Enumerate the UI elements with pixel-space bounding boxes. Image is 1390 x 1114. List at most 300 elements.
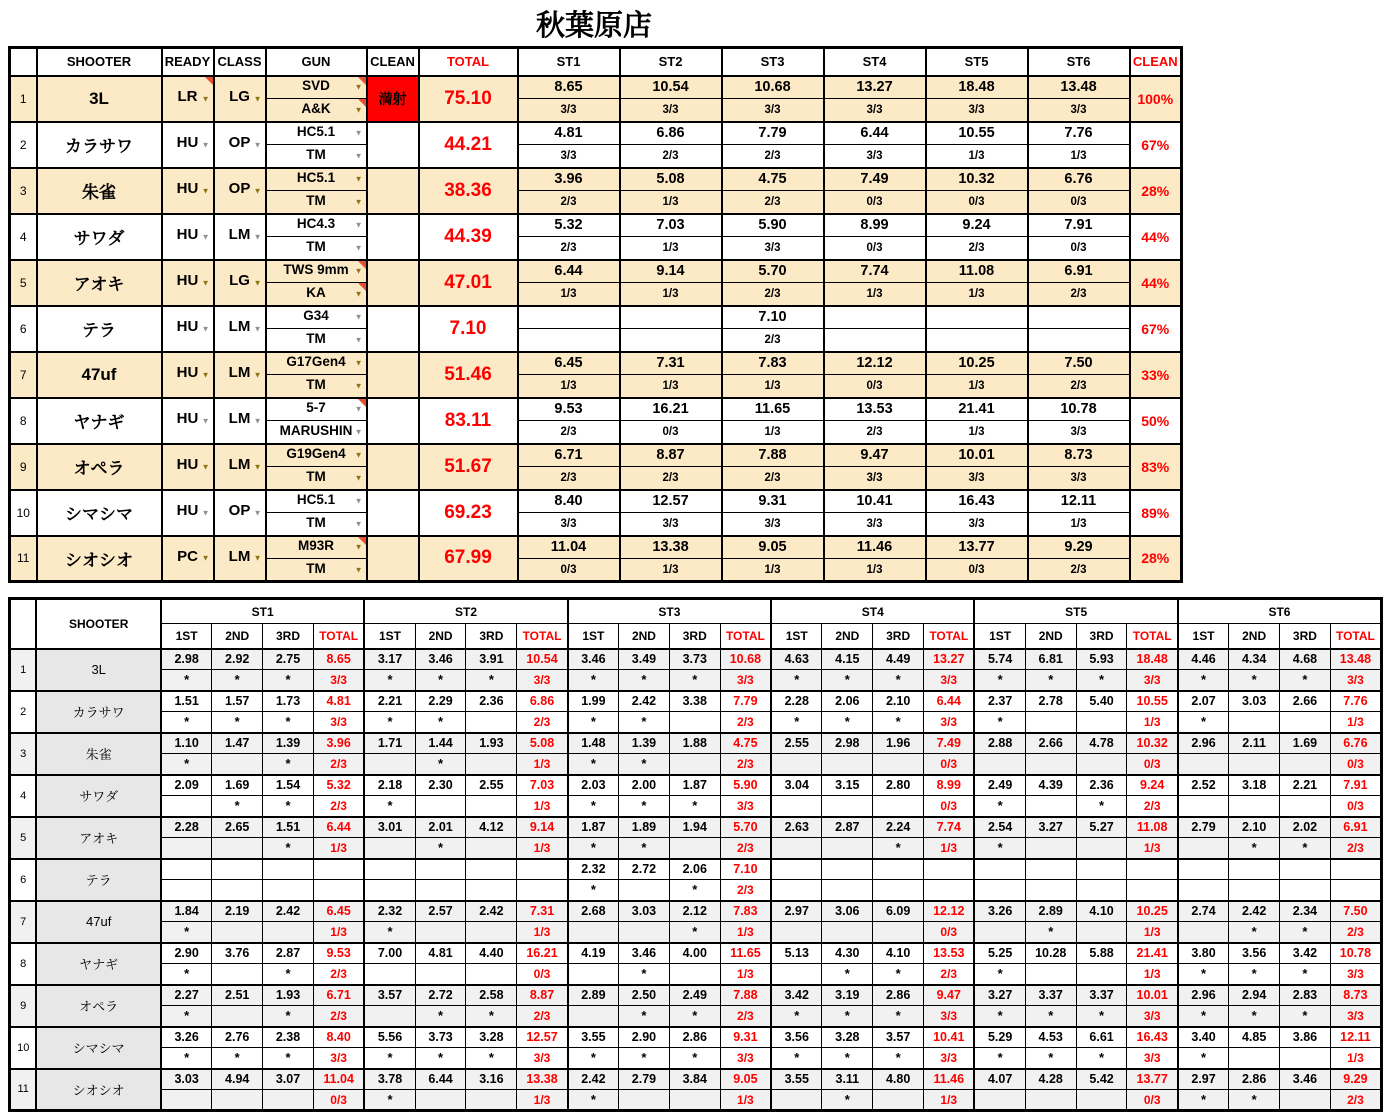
hit-star bbox=[1076, 964, 1127, 985]
shot-time: 2.51 bbox=[212, 985, 263, 1006]
chevron-down-icon: ▼ bbox=[253, 94, 262, 103]
hit-star bbox=[1280, 796, 1331, 817]
sub-header-2shot: 2ND bbox=[822, 624, 873, 649]
stage-score: 7.88 bbox=[722, 444, 824, 467]
stage-hits: 0/3 bbox=[824, 191, 926, 214]
gun-dropdown-2[interactable] bbox=[266, 421, 367, 444]
gun-dropdown-1[interactable] bbox=[266, 306, 367, 329]
clean-flag-cell bbox=[367, 122, 419, 168]
hit-star bbox=[466, 838, 517, 859]
gun-dropdown-2-value: TM bbox=[306, 330, 326, 346]
hit-star: * bbox=[1025, 1048, 1076, 1069]
shot-time: 2.80 bbox=[873, 775, 924, 796]
shot-time: 10.28 bbox=[1025, 943, 1076, 964]
stage-total: 13.77 bbox=[1127, 1069, 1178, 1090]
gun-dropdown-1[interactable] bbox=[266, 444, 367, 467]
hit-star: * bbox=[415, 1048, 466, 1069]
clean-flag-cell bbox=[367, 444, 419, 490]
hit-star bbox=[974, 880, 1025, 901]
row-number: 2 bbox=[10, 691, 37, 733]
hit-star: * bbox=[568, 670, 619, 691]
class-dropdown[interactable] bbox=[214, 444, 266, 490]
gun-dropdown-2[interactable] bbox=[266, 513, 367, 536]
shot-time bbox=[822, 859, 873, 880]
shot-time: 2.76 bbox=[212, 1027, 263, 1048]
ready-dropdown-value: HU bbox=[176, 226, 199, 243]
stage-hits: 2/3 bbox=[517, 1006, 568, 1027]
stage-total: 9.31 bbox=[720, 1027, 771, 1048]
class-dropdown[interactable] bbox=[214, 168, 266, 214]
hit-star: * bbox=[873, 1006, 924, 1027]
table-row bbox=[10, 712, 1382, 733]
stage-total: 8.99 bbox=[924, 775, 975, 796]
table-row bbox=[10, 214, 1182, 237]
stage-total: 11.65 bbox=[720, 943, 771, 964]
row-number: 6 bbox=[10, 859, 37, 901]
gun-dropdown-2[interactable] bbox=[266, 283, 367, 306]
stage-hits bbox=[518, 329, 620, 352]
class-dropdown[interactable] bbox=[214, 536, 266, 582]
ready-dropdown[interactable] bbox=[162, 536, 214, 582]
hit-star bbox=[771, 964, 822, 985]
ready-dropdown-value: HU bbox=[176, 134, 199, 151]
ready-dropdown[interactable] bbox=[162, 76, 214, 122]
stage-total: 10.78 bbox=[1330, 943, 1381, 964]
shot-time: 4.80 bbox=[873, 1069, 924, 1090]
shot-time: 2.98 bbox=[161, 649, 212, 670]
stage-group-header-st4: ST4 bbox=[771, 599, 974, 624]
shot-time: 2.63 bbox=[771, 817, 822, 838]
gun-dropdown-1-value: M93R bbox=[297, 538, 334, 554]
shot-time: 2.98 bbox=[822, 733, 873, 754]
chevron-down-icon: ▼ bbox=[201, 324, 210, 333]
comment-marker-icon bbox=[205, 77, 213, 85]
gun-dropdown-1[interactable] bbox=[266, 260, 367, 283]
gun-dropdown-2[interactable] bbox=[266, 191, 367, 214]
chevron-down-icon: ▼ bbox=[354, 496, 363, 506]
shot-time: 5.42 bbox=[1076, 1069, 1127, 1090]
shot-time bbox=[466, 859, 517, 880]
clean-percentage: 83% bbox=[1130, 444, 1182, 490]
row-number: 3 bbox=[10, 168, 37, 214]
shot-time: 4.30 bbox=[822, 943, 873, 964]
gun-dropdown-2[interactable] bbox=[266, 467, 367, 490]
shot-time: 2.02 bbox=[1280, 817, 1331, 838]
hit-star: * bbox=[212, 1048, 263, 1069]
class-dropdown-value: LM bbox=[228, 410, 251, 427]
shot-time: 2.06 bbox=[669, 859, 720, 880]
stage-score: 4.81 bbox=[518, 122, 620, 145]
row-number: 2 bbox=[10, 122, 37, 168]
shot-time: 2.83 bbox=[1280, 985, 1331, 1006]
shot-time: 2.28 bbox=[771, 691, 822, 712]
chevron-down-icon: ▼ bbox=[201, 186, 210, 195]
hit-star bbox=[263, 922, 314, 943]
chevron-down-icon: ▼ bbox=[354, 105, 363, 115]
stage-header-st2: ST2 bbox=[620, 48, 722, 76]
ready-dropdown[interactable] bbox=[162, 306, 214, 352]
hit-star: * bbox=[974, 796, 1025, 817]
hit-star bbox=[1178, 880, 1229, 901]
gun-dropdown-2[interactable] bbox=[266, 99, 367, 122]
stage-hits: 1/3 bbox=[517, 754, 568, 775]
shot-time: 3.55 bbox=[568, 1027, 619, 1048]
hit-star bbox=[1280, 1090, 1331, 1111]
stage-hits: 3/3 bbox=[518, 513, 620, 536]
stage-hits: 2/3 bbox=[722, 329, 824, 352]
gun-dropdown-1[interactable] bbox=[266, 76, 367, 99]
stage-hits: 1/3 bbox=[722, 375, 824, 398]
stage-hits: 1/3 bbox=[926, 283, 1028, 306]
shot-time: 3.40 bbox=[1178, 1027, 1229, 1048]
hit-star bbox=[1025, 796, 1076, 817]
clean-percentage: 44% bbox=[1130, 214, 1182, 260]
gun-dropdown-1[interactable] bbox=[266, 122, 367, 145]
chevron-down-icon: ▼ bbox=[354, 473, 363, 483]
hit-star bbox=[212, 1090, 263, 1111]
stage-hits: 1/3 bbox=[924, 1090, 975, 1111]
gun-dropdown-1[interactable] bbox=[266, 168, 367, 191]
hit-star bbox=[415, 964, 466, 985]
shooter-header: SHOOTER bbox=[36, 599, 161, 649]
shot-time: 4.07 bbox=[974, 1069, 1025, 1090]
shot-time: 1.87 bbox=[568, 817, 619, 838]
stage-score: 6.44 bbox=[518, 260, 620, 283]
hit-star bbox=[212, 1006, 263, 1027]
sub-header-3shot: 3RD bbox=[466, 624, 517, 649]
hit-star: * bbox=[364, 1090, 415, 1111]
shot-time: 3.06 bbox=[822, 901, 873, 922]
stage-hits: 2/3 bbox=[620, 145, 722, 168]
shooter-name: シオシオ bbox=[37, 536, 162, 582]
class-dropdown[interactable] bbox=[214, 490, 266, 536]
table-row bbox=[10, 817, 1382, 838]
stage-header-st6: ST6 bbox=[1028, 48, 1130, 76]
ready-dropdown[interactable] bbox=[162, 444, 214, 490]
stage-hits: 1/3 bbox=[620, 559, 722, 582]
gun-dropdown-2[interactable] bbox=[266, 375, 367, 398]
stage-total: 13.38 bbox=[517, 1069, 568, 1090]
shot-time: 2.21 bbox=[364, 691, 415, 712]
hit-star bbox=[466, 964, 517, 985]
chevron-down-icon: ▼ bbox=[253, 278, 262, 287]
ready-dropdown-value: HU bbox=[176, 364, 199, 381]
gun-dropdown-2[interactable] bbox=[266, 559, 367, 582]
shot-time bbox=[1280, 859, 1331, 880]
hit-star bbox=[619, 922, 670, 943]
stage-hits: 0/3 bbox=[1028, 191, 1130, 214]
ready-dropdown[interactable] bbox=[162, 352, 214, 398]
class-dropdown-value: LG bbox=[229, 88, 250, 105]
hit-star bbox=[1229, 712, 1280, 733]
stage-hits: 3/3 bbox=[926, 467, 1028, 490]
shot-time: 5.29 bbox=[974, 1027, 1025, 1048]
shot-time: 2.24 bbox=[873, 817, 924, 838]
gun-dropdown-1[interactable] bbox=[266, 398, 367, 421]
table-row bbox=[10, 691, 1382, 712]
stage-group-header-st6: ST6 bbox=[1178, 599, 1382, 624]
class-dropdown[interactable] bbox=[214, 352, 266, 398]
class-dropdown-value: OP bbox=[228, 502, 251, 519]
total-score: 67.99 bbox=[419, 536, 518, 582]
gun-dropdown-1[interactable] bbox=[266, 536, 367, 559]
hit-star: * bbox=[568, 712, 619, 733]
shot-time: 3.11 bbox=[822, 1069, 873, 1090]
stage-total: 7.49 bbox=[924, 733, 975, 754]
shot-time: 5.74 bbox=[974, 649, 1025, 670]
stage-header-st5: ST5 bbox=[926, 48, 1028, 76]
shot-time: 3.91 bbox=[466, 649, 517, 670]
stage-hits: 2/3 bbox=[720, 1006, 771, 1027]
stage-total: 7.79 bbox=[720, 691, 771, 712]
shot-time: 2.07 bbox=[1178, 691, 1229, 712]
stage-hits: 3/3 bbox=[620, 99, 722, 122]
stage-hits: 0/3 bbox=[1127, 1090, 1178, 1111]
clean-flag-cell: 満射 bbox=[367, 76, 419, 122]
shot-time: 2.03 bbox=[568, 775, 619, 796]
stage-hits: 3/3 bbox=[517, 670, 568, 691]
shot-time: 3.46 bbox=[568, 649, 619, 670]
sub-header-1shot: 1ST bbox=[771, 624, 822, 649]
shot-time: 5.88 bbox=[1076, 943, 1127, 964]
hit-star: * bbox=[1229, 670, 1280, 691]
row-number: 6 bbox=[10, 306, 37, 352]
chevron-down-icon: ▼ bbox=[201, 462, 210, 471]
hit-star: * bbox=[263, 1048, 314, 1069]
stage-hits: 1/3 bbox=[1330, 1048, 1381, 1069]
table-row bbox=[10, 444, 1182, 467]
hit-star bbox=[669, 964, 720, 985]
hit-star: * bbox=[873, 712, 924, 733]
stage-hits: 3/3 bbox=[518, 99, 620, 122]
shot-time: 3.56 bbox=[1229, 943, 1280, 964]
sub-header-1shot: 1ST bbox=[1178, 624, 1229, 649]
ready-dropdown[interactable] bbox=[162, 122, 214, 168]
table-row bbox=[10, 943, 1382, 964]
gun-header: GUN bbox=[266, 48, 367, 76]
total-score: 69.23 bbox=[419, 490, 518, 536]
chevron-down-icon: ▼ bbox=[253, 186, 262, 195]
shot-time: 3.16 bbox=[466, 1069, 517, 1090]
shot-time: 4.53 bbox=[1025, 1027, 1076, 1048]
hit-star: * bbox=[619, 796, 670, 817]
shot-time: 3.03 bbox=[1229, 691, 1280, 712]
shot-time bbox=[415, 859, 466, 880]
shot-time: 2.18 bbox=[364, 775, 415, 796]
stage-hits: 1/3 bbox=[824, 559, 926, 582]
gun-dropdown-1[interactable] bbox=[266, 214, 367, 237]
class-dropdown[interactable] bbox=[214, 398, 266, 444]
hit-star bbox=[1280, 1048, 1331, 1069]
table-row bbox=[10, 536, 1182, 559]
hit-star bbox=[364, 1006, 415, 1027]
clean-flag-cell bbox=[367, 352, 419, 398]
stage-score: 7.10 bbox=[722, 306, 824, 329]
class-dropdown[interactable] bbox=[214, 214, 266, 260]
stage-hits: 3/3 bbox=[720, 670, 771, 691]
shot-time: 4.12 bbox=[466, 817, 517, 838]
stage-total: 7.50 bbox=[1330, 901, 1381, 922]
stage-hits: 1/3 bbox=[720, 964, 771, 985]
hit-star bbox=[466, 796, 517, 817]
shot-time bbox=[1178, 859, 1229, 880]
chevron-down-icon: ▼ bbox=[354, 266, 363, 276]
stage-total: 5.08 bbox=[517, 733, 568, 754]
shot-time: 2.55 bbox=[466, 775, 517, 796]
gun-dropdown-2[interactable] bbox=[266, 237, 367, 260]
sub-header-2shot: 2ND bbox=[212, 624, 263, 649]
hit-star bbox=[1229, 1048, 1280, 1069]
shot-time: 2.86 bbox=[873, 985, 924, 1006]
hit-star: * bbox=[873, 964, 924, 985]
class-dropdown[interactable] bbox=[214, 260, 266, 306]
hit-star: * bbox=[568, 880, 619, 901]
stage-hits: 2/3 bbox=[1330, 1090, 1381, 1111]
stage-score: 10.32 bbox=[926, 168, 1028, 191]
ready-dropdown-value: HU bbox=[176, 318, 199, 335]
gun-dropdown-2[interactable] bbox=[266, 145, 367, 168]
ready-dropdown[interactable] bbox=[162, 214, 214, 260]
sub-header-total: TOTAL bbox=[720, 624, 771, 649]
stage-total bbox=[517, 859, 568, 880]
shooter-name: 朱雀 bbox=[36, 733, 161, 775]
class-dropdown-value: LM bbox=[228, 364, 251, 381]
gun-dropdown-1[interactable] bbox=[266, 490, 367, 513]
hit-star bbox=[1025, 964, 1076, 985]
class-dropdown[interactable] bbox=[214, 306, 266, 352]
chevron-down-icon: ▼ bbox=[354, 450, 363, 460]
chevron-down-icon: ▼ bbox=[201, 508, 210, 517]
stage-hits: 3/3 bbox=[517, 1048, 568, 1069]
stage-hits: 2/3 bbox=[517, 712, 568, 733]
stage-hits: 2/3 bbox=[620, 467, 722, 490]
class-dropdown-value: LM bbox=[228, 456, 251, 473]
stage-score: 9.31 bbox=[722, 490, 824, 513]
hit-star: * bbox=[822, 964, 873, 985]
hit-star bbox=[669, 754, 720, 775]
shot-time: 3.46 bbox=[619, 943, 670, 964]
table-row bbox=[10, 260, 1182, 283]
shooter-name: 47uf bbox=[37, 352, 162, 398]
stage-hits: 3/3 bbox=[824, 99, 926, 122]
stage-total: 5.70 bbox=[720, 817, 771, 838]
shot-time: 2.54 bbox=[974, 817, 1025, 838]
ready-dropdown[interactable] bbox=[162, 260, 214, 306]
stage-score: 7.91 bbox=[1028, 214, 1130, 237]
shot-time: 3.42 bbox=[1280, 943, 1331, 964]
shot-time: 4.39 bbox=[1025, 775, 1076, 796]
table-row bbox=[10, 649, 1382, 670]
clean-percentage: 33% bbox=[1130, 352, 1182, 398]
shot-time: 2.79 bbox=[619, 1069, 670, 1090]
shot-time: 3.27 bbox=[1025, 817, 1076, 838]
stage-hits: 3/3 bbox=[620, 513, 722, 536]
ready-dropdown[interactable] bbox=[162, 398, 214, 444]
stage-hits: 1/3 bbox=[722, 421, 824, 444]
gun-dropdown-1-value: G19Gen4 bbox=[286, 446, 346, 462]
hit-star: * bbox=[669, 880, 720, 901]
class-dropdown[interactable] bbox=[214, 122, 266, 168]
shot-time: 2.19 bbox=[212, 901, 263, 922]
shot-time: 3.27 bbox=[974, 985, 1025, 1006]
stage-total: 7.74 bbox=[924, 817, 975, 838]
stage-hits: 3/3 bbox=[924, 712, 975, 733]
stage-hits: 3/3 bbox=[722, 513, 824, 536]
shot-time: 5.40 bbox=[1076, 691, 1127, 712]
stage-hits: 2/3 bbox=[313, 964, 364, 985]
stage-hits: 0/3 bbox=[824, 375, 926, 398]
chevron-down-icon: ▼ bbox=[354, 220, 363, 230]
gun-dropdown-2[interactable] bbox=[266, 329, 367, 352]
shot-time: 2.68 bbox=[568, 901, 619, 922]
shot-time: 4.78 bbox=[1076, 733, 1127, 754]
hit-star bbox=[1178, 922, 1229, 943]
table-row bbox=[10, 859, 1382, 880]
stage-hits: 1/3 bbox=[313, 838, 364, 859]
shot-time: 2.42 bbox=[619, 691, 670, 712]
shot-time: 4.94 bbox=[212, 1069, 263, 1090]
total-score: 83.11 bbox=[419, 398, 518, 444]
stage-score: 4.75 bbox=[722, 168, 824, 191]
ready-dropdown[interactable] bbox=[162, 168, 214, 214]
hit-star: * bbox=[161, 1006, 212, 1027]
stage-hits: 0/3 bbox=[1127, 754, 1178, 775]
chevron-down-icon: ▼ bbox=[201, 416, 210, 425]
stage-total bbox=[1330, 859, 1381, 880]
total-header: TOTAL bbox=[419, 48, 518, 76]
ready-dropdown[interactable] bbox=[162, 490, 214, 536]
stage-hits: 0/3 bbox=[926, 559, 1028, 582]
shot-time: 3.46 bbox=[1280, 1069, 1331, 1090]
hit-star: * bbox=[771, 712, 822, 733]
shot-time: 2.55 bbox=[771, 733, 822, 754]
hit-star: * bbox=[263, 838, 314, 859]
shot-time: 3.15 bbox=[822, 775, 873, 796]
stage-score: 7.76 bbox=[1028, 122, 1130, 145]
comment-marker-icon bbox=[358, 399, 366, 407]
stage-score: 5.70 bbox=[722, 260, 824, 283]
hit-star: * bbox=[822, 1006, 873, 1027]
stage-total: 13.48 bbox=[1330, 649, 1381, 670]
clean-flag-cell bbox=[367, 214, 419, 260]
stage-hits: 0/3 bbox=[313, 1090, 364, 1111]
shot-time: 4.40 bbox=[466, 943, 517, 964]
shot-time: 3.03 bbox=[161, 1069, 212, 1090]
shooter-name: 朱雀 bbox=[37, 168, 162, 214]
hit-star: * bbox=[568, 838, 619, 859]
stage-hits: 2/3 bbox=[720, 880, 771, 901]
stage-score bbox=[824, 306, 926, 329]
shot-time: 2.06 bbox=[822, 691, 873, 712]
stage-score: 11.46 bbox=[824, 536, 926, 559]
clean-flag-cell bbox=[367, 490, 419, 536]
hit-star: * bbox=[1229, 1006, 1280, 1027]
stage-score: 8.73 bbox=[1028, 444, 1130, 467]
class-dropdown[interactable] bbox=[214, 76, 266, 122]
stage-score: 10.41 bbox=[824, 490, 926, 513]
stage-hits: 2/3 bbox=[313, 796, 364, 817]
row-number: 1 bbox=[10, 649, 37, 691]
clean-flag-cell bbox=[367, 306, 419, 352]
stage-score: 12.11 bbox=[1028, 490, 1130, 513]
shot-time bbox=[974, 859, 1025, 880]
chevron-down-icon: ▼ bbox=[354, 335, 363, 345]
table-row bbox=[10, 985, 1382, 1006]
clean-flag-cell bbox=[367, 536, 419, 582]
stage-score: 8.65 bbox=[518, 76, 620, 99]
gun-dropdown-1[interactable] bbox=[266, 352, 367, 375]
hit-star: * bbox=[1025, 922, 1076, 943]
